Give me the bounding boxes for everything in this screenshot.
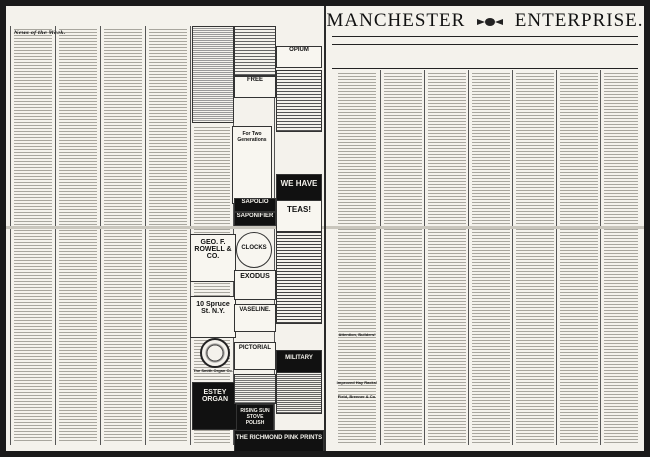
seal-icon (200, 338, 230, 368)
ad-opium: OPIUM (276, 46, 322, 68)
text-column (560, 72, 598, 443)
ad-rising-sun: RISING SUN STOVE POLISH (236, 404, 274, 433)
ad-smith-organ: The Smith Organ Co. (193, 368, 233, 373)
ad-free: FREE (234, 76, 276, 98)
ad-block (276, 232, 322, 324)
ad-pictorial: PICTORIAL (234, 342, 276, 370)
ad-exodus: EXODUS (234, 270, 276, 300)
ad-estey-organ: ESTEY ORGAN (192, 382, 238, 430)
ad-block (234, 374, 276, 404)
ad-for-two-generations: For Two Generations (232, 126, 272, 204)
ad-block (234, 26, 276, 76)
page-fold (326, 226, 644, 229)
ad-saponifier-top: SAPOLIO (234, 198, 276, 212)
ad-we-have: WE HAVE (276, 174, 322, 202)
masthead (326, 10, 644, 32)
text-column (14, 28, 52, 443)
ad-block (276, 372, 322, 414)
ad-geo-rowell: GEO. F. ROWELL & CO. (190, 234, 236, 282)
ad-block (276, 70, 322, 132)
ad-hay-racks: Improved Hay Racks! (336, 380, 378, 385)
ad-field-brenner: Field, Brenner & Co. (337, 394, 377, 399)
masthead-left: MANCHESTER (326, 10, 466, 31)
ad-military: MILITARY (276, 350, 322, 374)
eagle-icon (477, 15, 503, 29)
ad-richmond-prints: THE RICHMOND PINK PRINTS (234, 430, 324, 451)
text-column (59, 28, 97, 443)
text-column (516, 72, 554, 443)
ad-spruce-st: 10 Spruce St. N.Y. (190, 296, 236, 338)
text-column (104, 28, 142, 443)
newspaper-spread (6, 6, 644, 451)
news-heading: News of the Week. (14, 30, 66, 36)
text-column (428, 72, 466, 443)
masthead-right: ENTERPRISE. (514, 10, 644, 31)
ad-attention-builders: Attention, Builders! (338, 332, 376, 337)
right-page (326, 6, 644, 451)
text-column (384, 72, 422, 443)
ad-block (192, 26, 234, 123)
text-column (472, 72, 510, 443)
text-column (149, 28, 187, 443)
ad-teas: TEAS! (276, 200, 322, 232)
text-column (604, 72, 638, 443)
left-page (6, 6, 324, 451)
ad-clocks: CLOCKS (236, 232, 272, 268)
ad-vaseline: VASELINE. (234, 304, 276, 332)
ad-saponifier: SAPONIFIER (234, 212, 276, 226)
